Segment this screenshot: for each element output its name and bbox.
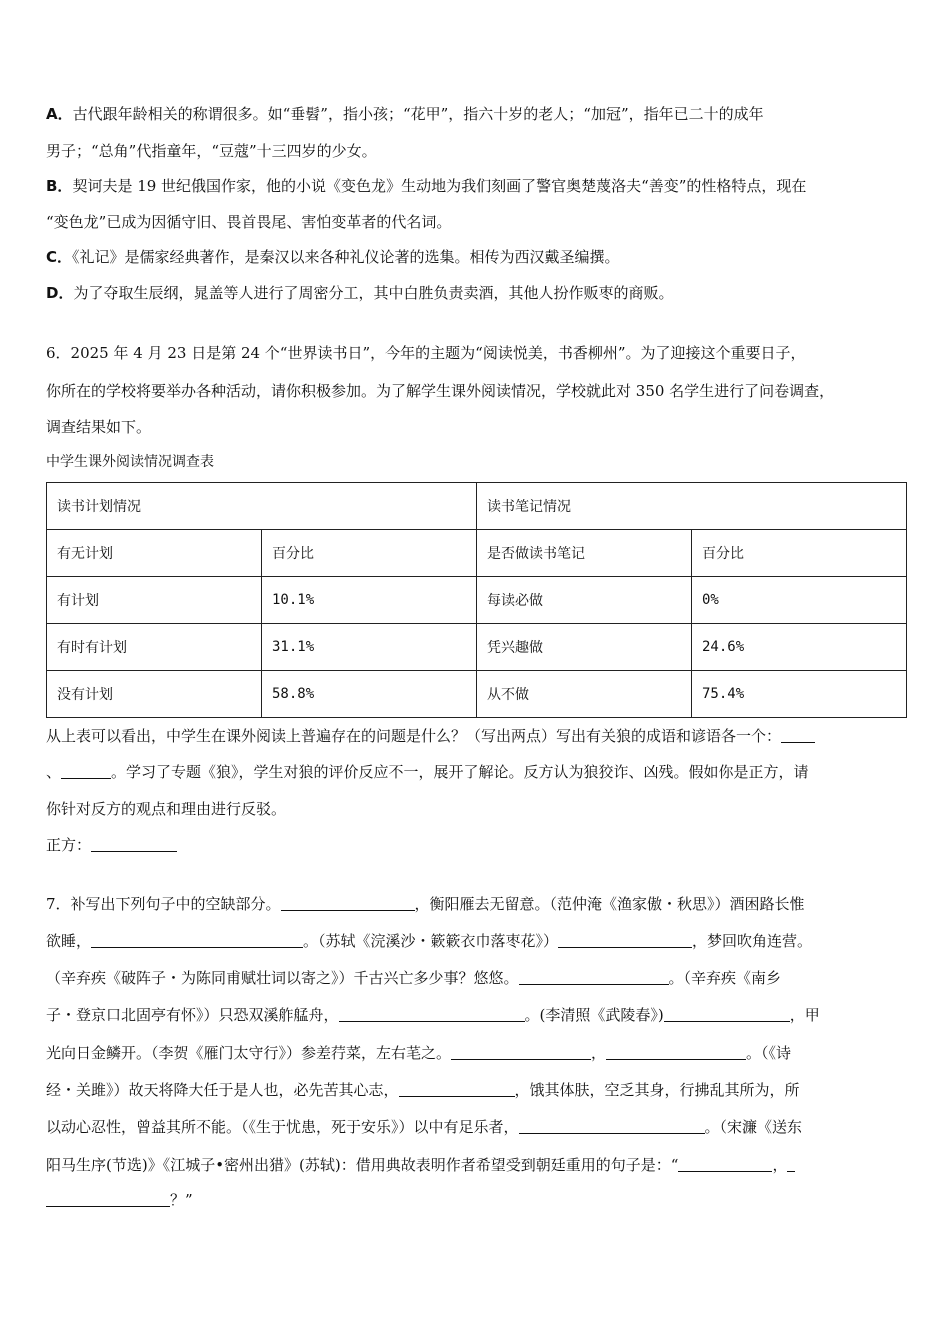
option-c-label: C． (46, 248, 73, 266)
q7-text: 欲睡， (46, 932, 92, 950)
q6-after-line-3: 你针对反方的观点和理由进行反驳。 (46, 800, 287, 818)
table-cell: 从不做 (477, 671, 692, 718)
q7-line-5 (46, 1043, 791, 1063)
q6-after-line-2 (46, 762, 809, 782)
table-row (47, 624, 907, 671)
q7-text: ，饿其体肤，空乏其身，行拂乱其所为，所 (514, 1081, 800, 1099)
q7-text: 经・关雎》）故天将降大任于是人也，必先苦其心志， (46, 1081, 399, 1099)
column-header: 百分比 (692, 530, 907, 577)
q7-text: 。（辛弃疾《南乡 (668, 969, 782, 987)
answer-blank[interactable] (678, 1157, 772, 1172)
option-b-line-2: “变色龙”已成为因循守旧、畏首畏尾、害怕变革者的代名词。 (46, 213, 452, 231)
option-b-label: B． (46, 177, 73, 195)
q6-after-line-4 (46, 835, 177, 855)
q6-line-2: 你所在的学校将要举办各种活动，请你积极参加。为了解学生课外阅读情况，学校就此对 350 名学生进行了问卷调查， (46, 382, 835, 400)
table-cell: 有计划 (47, 577, 262, 624)
table-cell: 没有计划 (47, 671, 262, 718)
table-caption: 中学生课外阅读情况调查表 (46, 454, 214, 470)
answer-blank[interactable] (787, 1157, 795, 1172)
table-cell: 10.1% (262, 577, 477, 624)
option-d-line-1 (46, 283, 673, 303)
option-b-text: 契诃夫是 19 世纪俄国作家，他的小说《变色龙》生动地为我们刻画了警官奥楚蔑洛夫“善变”的性格特点，现在 (72, 177, 807, 195)
q7-line-4 (46, 1005, 820, 1025)
q7-line-9 (46, 1190, 193, 1210)
q7-text: ， (591, 1044, 607, 1062)
q7-text: 。（《诗 (746, 1044, 792, 1062)
table-cell: 31.1% (262, 624, 477, 671)
column-header: 百分比 (262, 530, 477, 577)
table-cell: 每读必做 (477, 577, 692, 624)
answer-blank[interactable] (91, 837, 177, 852)
option-b-line-1 (46, 176, 806, 196)
answer-blank[interactable] (46, 1192, 170, 1207)
q7-line-3 (46, 968, 781, 988)
q7-line-2 (46, 931, 812, 951)
option-a-label: A． (46, 105, 73, 123)
answer-blank[interactable] (519, 970, 669, 985)
q7-text: （辛弃疾《破阵子・为陈同甫赋壮词以寄之》）千古兴亡多少事？悠悠。 (46, 969, 519, 987)
answer-blank[interactable] (399, 1082, 515, 1097)
table-row (47, 577, 907, 624)
q6-line-3: 调查结果如下。 (46, 418, 152, 436)
q6-line-1: 6．2025 年 4 月 23 日是第 24 个“世界读书日”，今年的主题为“阅读悦美，书香柳州”。为了迎接这个重要日子， (46, 344, 806, 362)
table-group-row (47, 483, 907, 530)
group-header-plan: 读书计划情况 (47, 483, 477, 530)
option-d-text: 为了夺取生辰纲，晁盖等人进行了周密分工，其中白胜负责卖酒，其他人扮作贩枣的商贩。 (73, 284, 674, 302)
q7-text: 子・登京口北固亭有怀》）只恐双溪舴艋舟， (46, 1006, 339, 1024)
table-cell: 凭兴趣做 (477, 624, 692, 671)
table-cell: 75.4% (692, 671, 907, 718)
q7-text: 光向日金鳞开。（李贺《雁门太守行》）参差荇菜，左右芼之。 (46, 1044, 452, 1062)
answer-blank[interactable] (558, 933, 692, 948)
q6-after-line-1 (46, 726, 815, 746)
q7-text: ，甲 (789, 1006, 820, 1024)
q6-after-text-2b: 。学习了专题《狼》，学生对狼的评价反应不一，展开了解论。反方认为狼狡诈、凶残。假如你是正方，请 (111, 763, 809, 781)
group-header-notes: 读书笔记情况 (477, 483, 907, 530)
q7-line-6 (46, 1080, 800, 1100)
option-c-line-1 (46, 247, 620, 267)
option-a-line-2: 男子；“总角”代指童年，“豆蔻”十三四岁的少女。 (46, 142, 377, 160)
q7-text: ，衡阳雁去无留意。（范仲淹《渔家傲・秋思》）酒困路长惟 (414, 895, 805, 913)
column-header: 有无计划 (47, 530, 262, 577)
table-row (47, 671, 907, 718)
answer-blank[interactable] (606, 1045, 746, 1060)
q7-text: 。（宋濂《送东 (704, 1118, 803, 1136)
q6-after-text-1: 从上表可以看出，中学生在课外阅读上普遍存在的问题是什么？（写出两点）写出有关狼的成语和谚语各一个： (46, 727, 782, 745)
option-a-text: 古代跟年龄相关的称谓很多。如“垂髫”，指小孩；“花甲”，指六十岁的老人；“加冠”，指年已二十的成年 (72, 105, 764, 123)
q7-line-8 (46, 1155, 795, 1175)
answer-blank[interactable] (664, 1007, 790, 1022)
q7-line-7 (46, 1117, 802, 1137)
table-cell: 有时有计划 (47, 624, 262, 671)
answer-blank[interactable] (451, 1045, 591, 1060)
q6-after-text-2a: 、 (46, 763, 62, 781)
q7-line-1 (46, 894, 805, 914)
q7-text: 。(李清照《武陵春》) (524, 1006, 664, 1024)
table-header-row (47, 530, 907, 577)
answer-blank[interactable] (339, 1007, 525, 1022)
q7-text: ， (772, 1156, 788, 1174)
answer-blank[interactable] (281, 896, 415, 911)
q6-after-text-4: 正方： (46, 836, 92, 854)
q7-text: 阳马生序(节选)》《江城子•密州出猎》(苏轼)：借用典故表明作者希望受到朝廷重用的句子是：“ (46, 1156, 679, 1174)
table-cell: 0% (692, 577, 907, 624)
reading-survey-table (46, 482, 907, 718)
table-cell: 24.6% (692, 624, 907, 671)
q7-text: 7．补写出下列句子中的空缺部分。 (46, 895, 281, 913)
column-header: 是否做读书笔记 (477, 530, 692, 577)
option-a-line-1 (46, 104, 764, 124)
table-cell: 58.8% (262, 671, 477, 718)
answer-blank[interactable] (519, 1119, 705, 1134)
option-c-text: 《礼记》是儒家经典著作，是秦汉以来各种礼仪论著的选集。相传为西汉戴圣编撰。 (72, 248, 620, 266)
q7-text: 。（苏轼《浣溪沙・簌簌衣巾落枣花》） (303, 932, 559, 950)
option-d-label: D． (46, 284, 74, 302)
answer-blank[interactable] (781, 728, 815, 743)
answer-blank[interactable] (61, 764, 111, 779)
q7-text: ，梦回吹角连营。 (692, 932, 813, 950)
q7-text: 以动心忍性，曾益其所不能。（《生于忧患，死于安乐》）以中有足乐者， (46, 1118, 519, 1136)
q7-text: ？” (170, 1191, 193, 1209)
answer-blank[interactable] (91, 933, 303, 948)
